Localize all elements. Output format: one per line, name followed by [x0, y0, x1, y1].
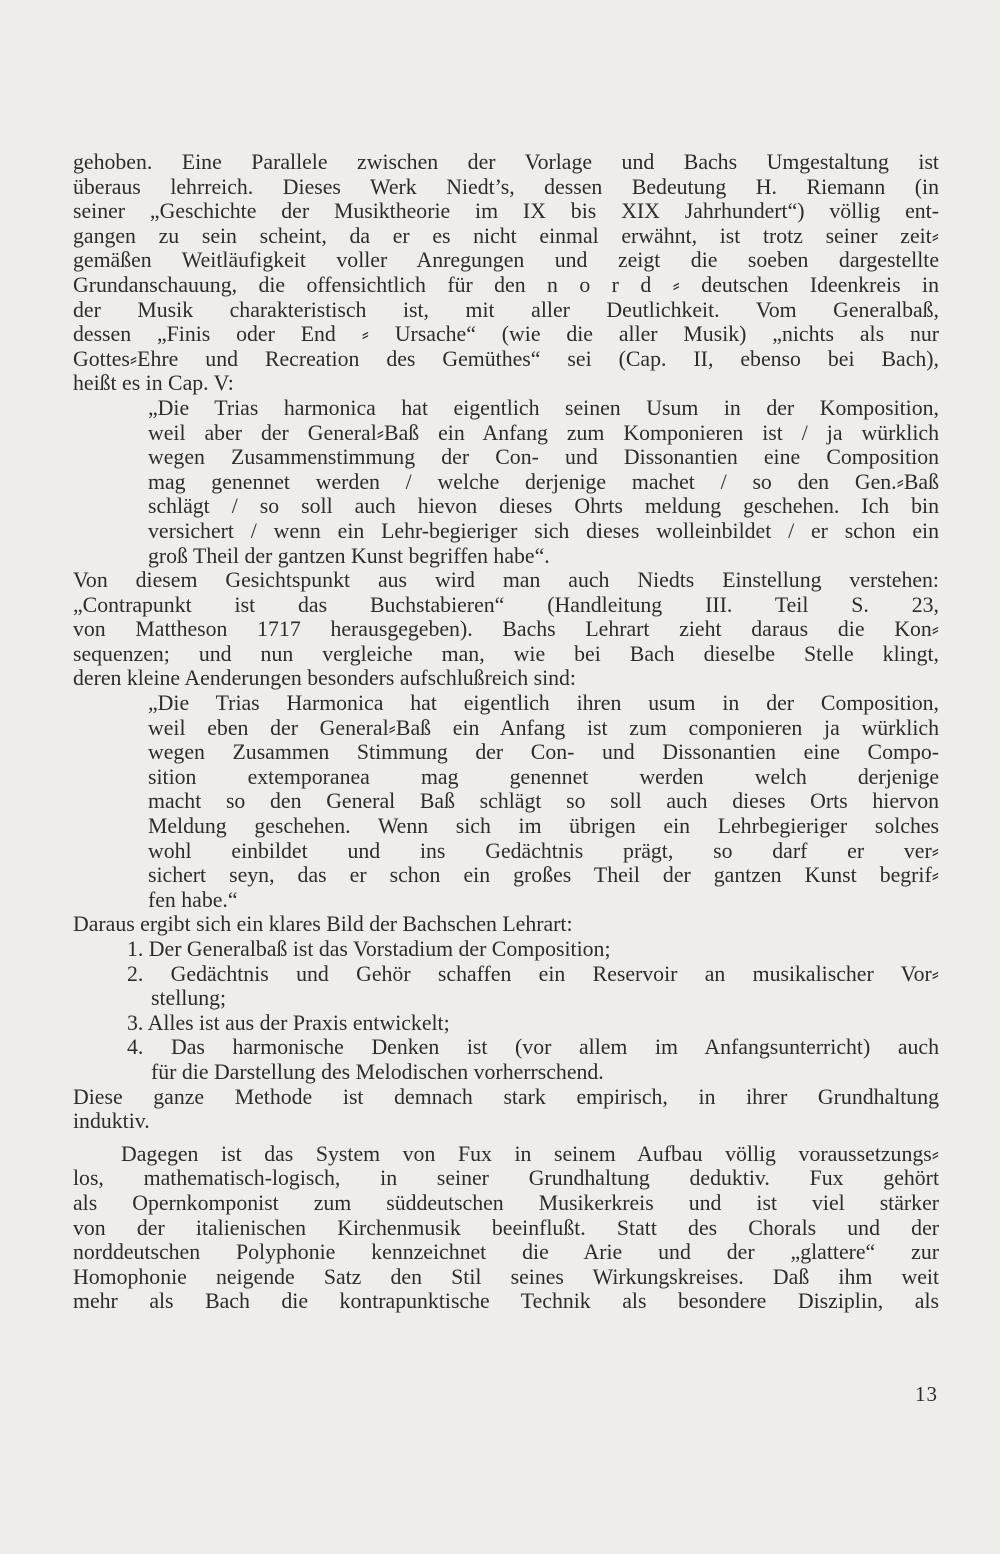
text-line: gemäßen Weitläufigkeit voller Anregungen und zeigt die soeben dargestellte [73, 248, 939, 273]
text-line: wegen Zusammenstimmung der Con- und Dissonantien eine Composition [148, 445, 939, 470]
text-line: Gottes⸗Ehre und Recreation des Gemüthes“ sei (Cap. II, ebenso bei Bach), [73, 346, 939, 371]
text-line: Diese ganze Methode ist demnach stark empirisch, in ihrer Grundhaltung [73, 1084, 939, 1109]
text-line: macht so den General Baß schlägt so soll auch dieses Orts hiervon [148, 789, 939, 814]
text-line: wohl einbildet und ins Gedächtnis prägt, so darf er ver⸗ [148, 838, 939, 863]
text-line: versichert / wenn ein Lehr-begieriger sich dieses wolleinbildet / er schon ein [148, 518, 939, 543]
text-line: induktiv. [73, 1109, 150, 1134]
text-line: von Mattheson 1717 herausgegeben). Bachs Lehrart zieht daraus die Kon⸗ [73, 617, 939, 642]
text-line: los, mathematisch-logisch, in seiner Grundhaltung deduktiv. Fux gehört [73, 1166, 939, 1191]
text-line [73, 1134, 939, 1142]
text-line: Grundanschauung, die offensichtlich für den n o r d ⸗ deutschen Ideenkreis in [73, 272, 939, 297]
text-line: als Opernkomponist zum süddeutschen Musikerkreis und ist viel stärker [73, 1190, 939, 1215]
text-line: „Contrapunkt ist das Buchstabieren“ (Handleitung III. Teil S. 23, [73, 592, 939, 617]
text-line: schlägt / so soll auch hievon dieses Ohrts meldung geschehen. Ich bin [148, 494, 939, 519]
text-line: weil aber der General⸗Baß ein Anfang zum Komponieren ist / ja würklich [148, 420, 939, 445]
text-line: 1. Der Generalbaß ist das Vorstadium der Composition; [127, 937, 611, 961]
text-line: gehoben. Eine Parallele zwischen der Vorlage und Bachs Umgestaltung ist [73, 150, 939, 174]
text-line: mehr als Bach die kontrapunktische Technik als besondere Disziplin, als [73, 1289, 939, 1314]
text-line: 2. Gedächtnis und Gehör schaffen ein Reservoir an musikalischer Vor⸗ [127, 961, 939, 986]
text-line: „Die Trias Harmonica hat eigentlich ihren usum in der Composition, [148, 691, 939, 716]
text-line: 3. Alles ist aus der Praxis entwickelt; [127, 1010, 450, 1035]
text-line: gangen zu sein scheint, da er es nicht einmal erwähnt, ist trotz seiner zeit⸗ [73, 223, 939, 248]
text-line: überaus lehrreich. Dieses Werk Niedt’s, dessen Bedeutung H. Riemann (in [73, 174, 939, 199]
text-line: „Die Trias harmonica hat eigentlich seinen Usum in der Komposition, [148, 395, 939, 420]
text-line: fen habe.“ [148, 887, 238, 912]
text-line: Von diesem Gesichtspunkt aus wird man auch Niedts Einstellung verstehen: [73, 568, 939, 593]
text-line: deren kleine Aenderungen besonders aufschlußreich sind: [73, 666, 576, 691]
text-line: Meldung geschehen. Wenn sich im übrigen ein Lehrbegieriger solches [148, 814, 939, 839]
text-line: wegen Zusammen Stimmung der Con- und Dissonantien eine Compo- [148, 740, 939, 765]
text-line: Homophonie neigende Satz den Stil seines Wirkungskreises. Daß ihm weit [73, 1264, 939, 1289]
text-line: norddeutschen Polyphonie kennzeichnet die Arie und der „glattere“ zur [73, 1240, 939, 1265]
text-line: dessen „Finis oder End ⸗ Ursache“ (wie die aller Musik) „nichts als nur [73, 322, 939, 347]
text-line: Daraus ergibt sich ein klares Bild der Bachschen Lehrart: [73, 912, 573, 937]
text-line: groß Theil der gantzen Kunst begriffen habe“. [148, 543, 550, 568]
text-line: weil eben der General⸗Baß ein Anfang ist zum componieren ja würklich [148, 715, 939, 740]
text-line: sichert seyn, das er schon ein großes Theil der gantzen Kunst begrif⸗ [148, 863, 939, 888]
text-line: 4. Das harmonische Denken ist (vor allem im Anfangsunterricht) auch [127, 1035, 939, 1060]
text-line: der Musik charakteristisch ist, mit aller Deutlichkeit. Vom Generalbaß, [73, 297, 939, 322]
text-line: mag genennet werden / welche derjenige machet / so den Gen.⸗Baß [148, 469, 939, 494]
text-line: sequenzen; und nun vergleiche man, wie bei Bach dieselbe Stelle klingt, [73, 641, 939, 666]
text-line: für die Darstellung des Melodischen vorherrschend. [151, 1059, 604, 1084]
text-line: stellung; [151, 986, 227, 1011]
text-line: seiner „Geschichte der Musiktheorie im IX bis XIX Jahrhundert“) völlig ent- [73, 199, 939, 224]
text-line: sition extemporanea mag genennet werden welch derjenige [148, 764, 939, 789]
text-line: heißt es in Cap. V: [73, 371, 234, 396]
text-line: von der italienischen Kirchenmusik beeinflußt. Statt des Chorals und der [73, 1215, 939, 1240]
page-body [73, 150, 939, 1314]
page-number: 13 [915, 1382, 938, 1406]
text-line: Dagegen ist das System von Fux in seinem Aufbau völlig voraussetzungs⸗ [121, 1141, 939, 1166]
